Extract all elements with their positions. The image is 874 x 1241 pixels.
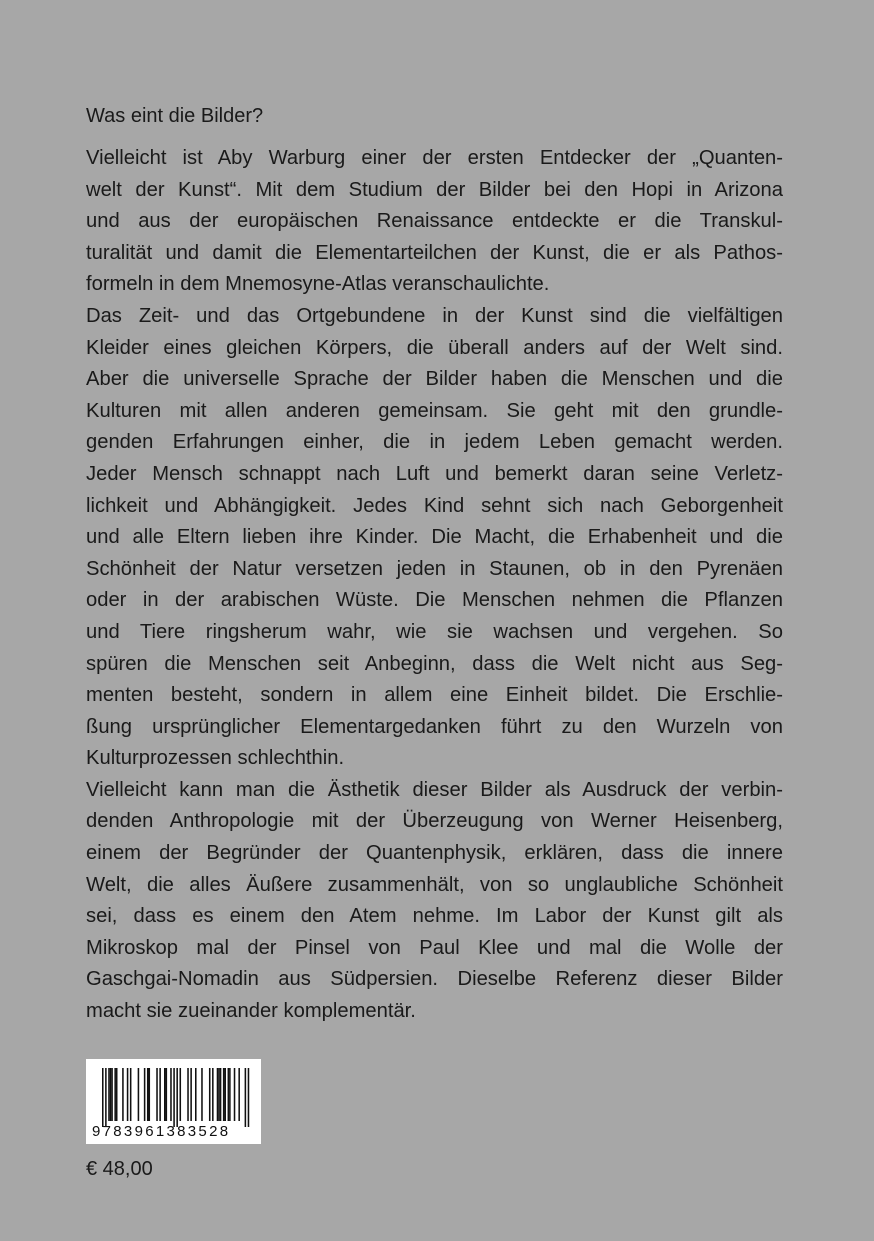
text-line: Kleider eines gleichen Körpers, die überall anders auf der Welt sind.	[86, 336, 783, 359]
text-line: Gaschgai-Nomadin aus Südpersien. Dieselbe Referenz dieser Bilder	[86, 968, 783, 991]
text-line: sei, dass es einem den Atem nehme. Im Labor der Kunst gilt als	[86, 905, 783, 928]
text-line: macht sie zueinander komplementär.	[86, 1000, 416, 1023]
barcode-bar	[127, 1068, 129, 1121]
text-line: oder in der arabischen Wüste. Die Menschen nehmen die Pflanzen	[86, 589, 783, 612]
barcode-bar	[130, 1068, 132, 1121]
text-line: und Tiere ringsherum wahr, wie sie wachsen und vergehen. So	[86, 620, 783, 643]
isbn-digits: 9783961383528	[92, 1123, 231, 1140]
text-line: Mikroskop mal der Pinsel von Paul Klee und mal die Wolle der	[86, 936, 783, 959]
text-line: Das Zeit- und das Ortgebundene in der Kunst sind die vielfältigen	[86, 304, 783, 327]
barcode-bar	[223, 1068, 225, 1121]
text-line: Aber die universelle Sprache der Bilder haben die Menschen und die	[86, 368, 783, 391]
barcode-bar	[212, 1068, 214, 1121]
text-line: welt der Kunst“. Mit dem Studium der Bilder bei den Hopi in Arizona	[86, 178, 783, 201]
text-line: lichkeit und Abhängigkeit. Jedes Kind sehnt sich nach Geborgenheit	[86, 494, 783, 517]
text-line: formeln in dem Mnemosyne-Atlas veranschaulichte.	[86, 273, 550, 296]
barcode-bar	[164, 1068, 166, 1121]
text-line: Vielleicht ist Aby Warburg einer der ersten Entdecker der „Quanten-	[86, 147, 783, 169]
barcode-bar	[218, 1068, 220, 1121]
barcode-bar	[170, 1068, 172, 1121]
text-line: einem der Begründer der Quantenphysik, erklären, dass die innere	[86, 842, 783, 865]
barcode-bar	[147, 1068, 149, 1121]
barcode-bar	[108, 1068, 110, 1121]
text-line: und alle Eltern lieben ihre Kinder. Die Macht, die Erhabenheit und die	[86, 526, 783, 549]
barcode-bar	[149, 1068, 151, 1121]
barcode-bar	[224, 1068, 226, 1121]
text-line: Welt, die alles Äußere zusammenhält, von so unglaubliche Schönheit	[86, 873, 783, 896]
text-line: denden Anthropologie mit der Überzeugung von Werner Heisenberg,	[86, 810, 783, 833]
barcode-bar	[234, 1068, 236, 1121]
text-line: Vielleicht kann man die Ästhetik dieser Bilder als Ausdruck der verbin-	[86, 778, 783, 801]
text-line: Kulturen mit allen anderen gemeinsam. Sie geht mit den grundle-	[86, 399, 783, 422]
barcode-bar	[229, 1068, 231, 1121]
barcode-bar	[209, 1068, 211, 1121]
text-line: Jeder Mensch schnappt nach Luft und bemerkt daran seine Verletz-	[86, 462, 783, 485]
blurb-text	[86, 143, 783, 1028]
barcode-bar	[102, 1068, 104, 1127]
barcode-bar	[105, 1068, 107, 1127]
barcode-bar	[122, 1068, 124, 1121]
barcode-bar	[195, 1068, 197, 1121]
barcode-bar	[173, 1068, 175, 1127]
barcode-bar	[228, 1068, 230, 1121]
text-line: turalität und damit die Elementarteilchen der Kunst, die er als Pathos-	[86, 241, 783, 264]
barcode-bar	[166, 1068, 168, 1121]
barcode-bar	[159, 1068, 161, 1121]
text-line: menten besteht, sondern in allem eine Einheit bildet. Die Erschlie-	[86, 684, 783, 707]
text-line: Schönheit der Natur versetzen jeden in Staunen, ob in den Pyrenäen	[86, 557, 783, 580]
price: € 48,00	[86, 1158, 153, 1180]
barcode-bar	[248, 1068, 250, 1127]
barcode-bar	[156, 1068, 158, 1121]
barcode-bar	[116, 1068, 118, 1121]
barcode-bar	[138, 1068, 140, 1121]
barcode-bar	[114, 1068, 116, 1121]
barcode-bar	[110, 1068, 112, 1121]
barcode-bar	[176, 1068, 178, 1127]
barcode-bar	[190, 1068, 192, 1121]
barcode-bar	[238, 1068, 240, 1121]
barcode-bar	[144, 1068, 146, 1121]
barcode-bar	[180, 1068, 182, 1121]
text-line: Kulturprozessen schlechthin.	[86, 747, 345, 770]
barcode-bar	[217, 1068, 219, 1121]
barcode-bar	[187, 1068, 189, 1121]
text-line: und aus der europäischen Renaissance entdeckte er die Transkul-	[86, 210, 783, 233]
barcode-bar	[201, 1068, 203, 1121]
barcode-bar	[245, 1068, 247, 1127]
heading: Was eint die Bilder?	[86, 105, 264, 127]
text-line: spüren die Menschen seit Anbeginn, dass die Welt nicht aus Seg-	[86, 652, 783, 675]
text-line: genden Erfahrungen einher, die in jedem Leben gemacht werden.	[86, 431, 783, 454]
text-line: ßung ursprünglicher Elementargedanken führt zu den Wurzeln von	[86, 715, 783, 738]
barcode-bar	[111, 1068, 113, 1121]
isbn-barcode	[86, 1059, 261, 1144]
barcode-bar	[220, 1068, 222, 1121]
